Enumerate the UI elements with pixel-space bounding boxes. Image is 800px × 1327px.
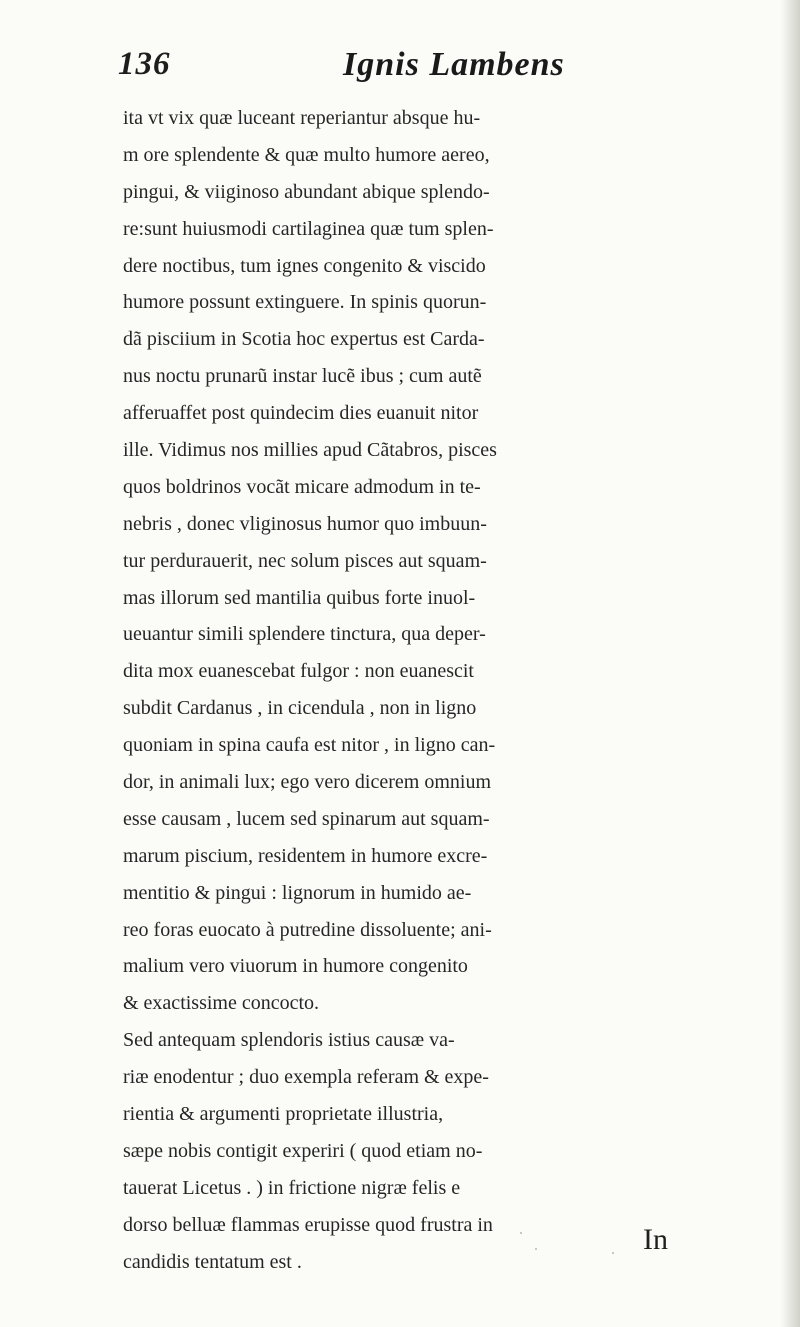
text-line: reo foras euocato à putredine dissoluente; ani-: [123, 918, 492, 941]
text-line: dere noctibus, tum ignes congenito & viscido: [123, 254, 486, 277]
text-line: m ore splendente & quæ multo humore aereo,: [123, 143, 490, 166]
page-header: [118, 46, 678, 96]
text-line: humore possunt extinguere. In spinis quorun-: [123, 291, 487, 314]
text-line: ueuantur simili splendere tinctura, qua deper-: [123, 623, 486, 646]
text-line: mentitio & pingui : lignorum in humido ae-: [123, 881, 472, 904]
text-line: ille. Vidimus nos millies apud Cãtabros, pisces: [123, 439, 497, 462]
text-line: nus noctu prunarũ instar lucẽ ibus ; cum autẽ: [123, 365, 482, 388]
body-text: [123, 100, 800, 1281]
text-line: rientia & argumenti proprietate illustria,: [123, 1103, 444, 1126]
running-head: Ignis Lambens: [343, 46, 565, 83]
paper-speck: [535, 1248, 537, 1250]
text-line: quos boldrinos vocãt micare admodum in te-: [123, 475, 481, 498]
text-line: dã pisciium in Scotia hoc expertus est Carda-: [123, 328, 485, 351]
text-line: candidis tentatum est .: [123, 1250, 302, 1273]
text-line: afferuaffet post quindecim dies euanuit nitor: [123, 402, 479, 425]
text-line: mas illorum sed mantilia quibus forte inuol-: [123, 586, 476, 609]
text-line: riæ enodentur ; duo exempla referam & expe-: [123, 1066, 489, 1089]
text-line: nebris , donec vliginosus humor quo imbuun-: [123, 512, 487, 535]
page-number: 136: [118, 46, 171, 82]
text-line: dor, in animali lux; ego vero dicerem omnium: [123, 771, 491, 794]
text-line: quoniam in spina caufa est nitor , in ligno can-: [123, 734, 496, 757]
paper-speck: [612, 1252, 614, 1254]
text-line: & exactissime concocto.: [123, 992, 320, 1015]
text-line: malium vero viuorum in humore congenito: [123, 955, 468, 978]
text-line: dorso belluæ flammas erupisse quod frustra in: [123, 1213, 493, 1236]
text-line: re:sunt huiusmodi cartilaginea quæ tum splen-: [123, 217, 494, 240]
text-line: marum piscium, residentem in humore excre-: [123, 844, 488, 867]
text-line: esse causam , lucem sed spinarum aut squam-: [123, 807, 490, 830]
text-line: Sed antequam splendoris istius causæ va-: [123, 1029, 455, 1052]
text-line: tauerat Licetus . ) in frictione nigræ felis e: [123, 1176, 461, 1199]
text-line: tur perdurauerit, nec solum pisces aut squam-: [123, 549, 487, 572]
text-line: ita vt vix quæ luceant reperiantur absque hu-: [123, 107, 481, 129]
catchword: In: [643, 1223, 668, 1256]
text-line: subdit Cardanus , in cicendula , non in ligno: [123, 697, 477, 720]
text-line: dita mox euanescebat fulgor : non euanescit: [123, 660, 474, 683]
text-line: sæpe nobis contigit experiri ( quod etiam no-: [123, 1139, 483, 1162]
text-line: pingui, & viiginoso abundant abique splendo-: [123, 180, 490, 203]
paper-speck: [520, 1232, 522, 1234]
